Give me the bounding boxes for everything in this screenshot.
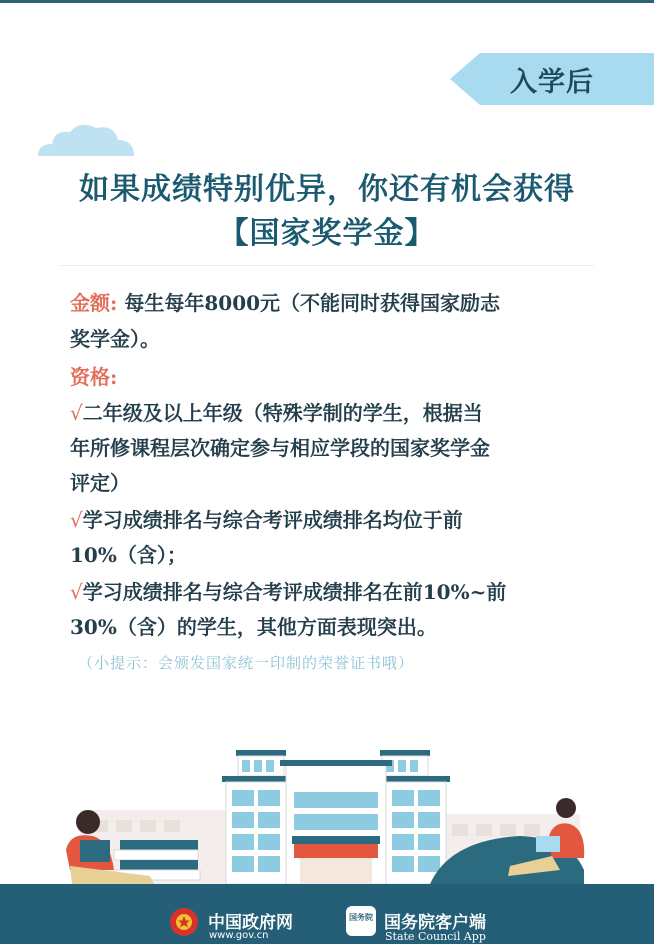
amount-text: 每生每年8000元（不能同时获得国家励志 xyxy=(124,291,501,315)
check-icon: √ xyxy=(70,580,83,604)
qualification-item-1-line-2: 年所修课程层次确定参与相应学段的国家奖学金 xyxy=(70,436,490,460)
app-name: 国务院客户端 xyxy=(384,913,486,933)
app-icon-label: 国务院 xyxy=(349,913,373,922)
page-title: 如果成绩特别优异，你还有机会获得 xyxy=(79,172,575,207)
state-council-app-icon xyxy=(346,906,376,936)
gov-site-url: www.gov.cn xyxy=(209,930,269,941)
qualification-item-2-line-2: 10%（含）； xyxy=(70,543,187,567)
national-emblem-icon xyxy=(168,906,200,938)
check-icon: √ xyxy=(70,508,83,532)
footer-bar xyxy=(0,884,654,944)
top-rule xyxy=(0,0,654,3)
hint-text: （小提示：会颁发国家统一印制的荣誉证书哦） xyxy=(78,654,415,672)
check-icon: √ xyxy=(70,401,83,425)
section-tag: 入学后 xyxy=(510,67,594,98)
qualification-item-1-line-1: √二年级及以上年级（特殊学制的学生，根据当 xyxy=(70,401,483,425)
qualification-item-1-line-3: 评定） xyxy=(70,471,130,495)
amount-label: 金额: xyxy=(70,291,118,315)
divider xyxy=(60,265,594,266)
app-name-en: State Council App xyxy=(385,930,486,943)
amount-line-1 xyxy=(70,286,590,321)
page-subtitle: 【国家奖学金】 xyxy=(218,216,436,251)
qualification-label: 资格: xyxy=(70,365,118,389)
cloud-icon xyxy=(34,120,138,160)
amount-line-2: 奖学金）。 xyxy=(70,327,160,351)
qualification-item-3-line-2: 30%（含）的学生，其他方面表现突出。 xyxy=(70,615,437,639)
gov-site-name: 中国政府网 xyxy=(208,913,293,933)
qualification-item-3-line-1: √学习成绩排名与综合考评成绩排名在前10%~前 xyxy=(70,580,507,604)
campus-illustration xyxy=(0,740,654,884)
qualification-item-2-line-1: √学习成绩排名与综合考评成绩排名均位于前 xyxy=(70,508,463,532)
